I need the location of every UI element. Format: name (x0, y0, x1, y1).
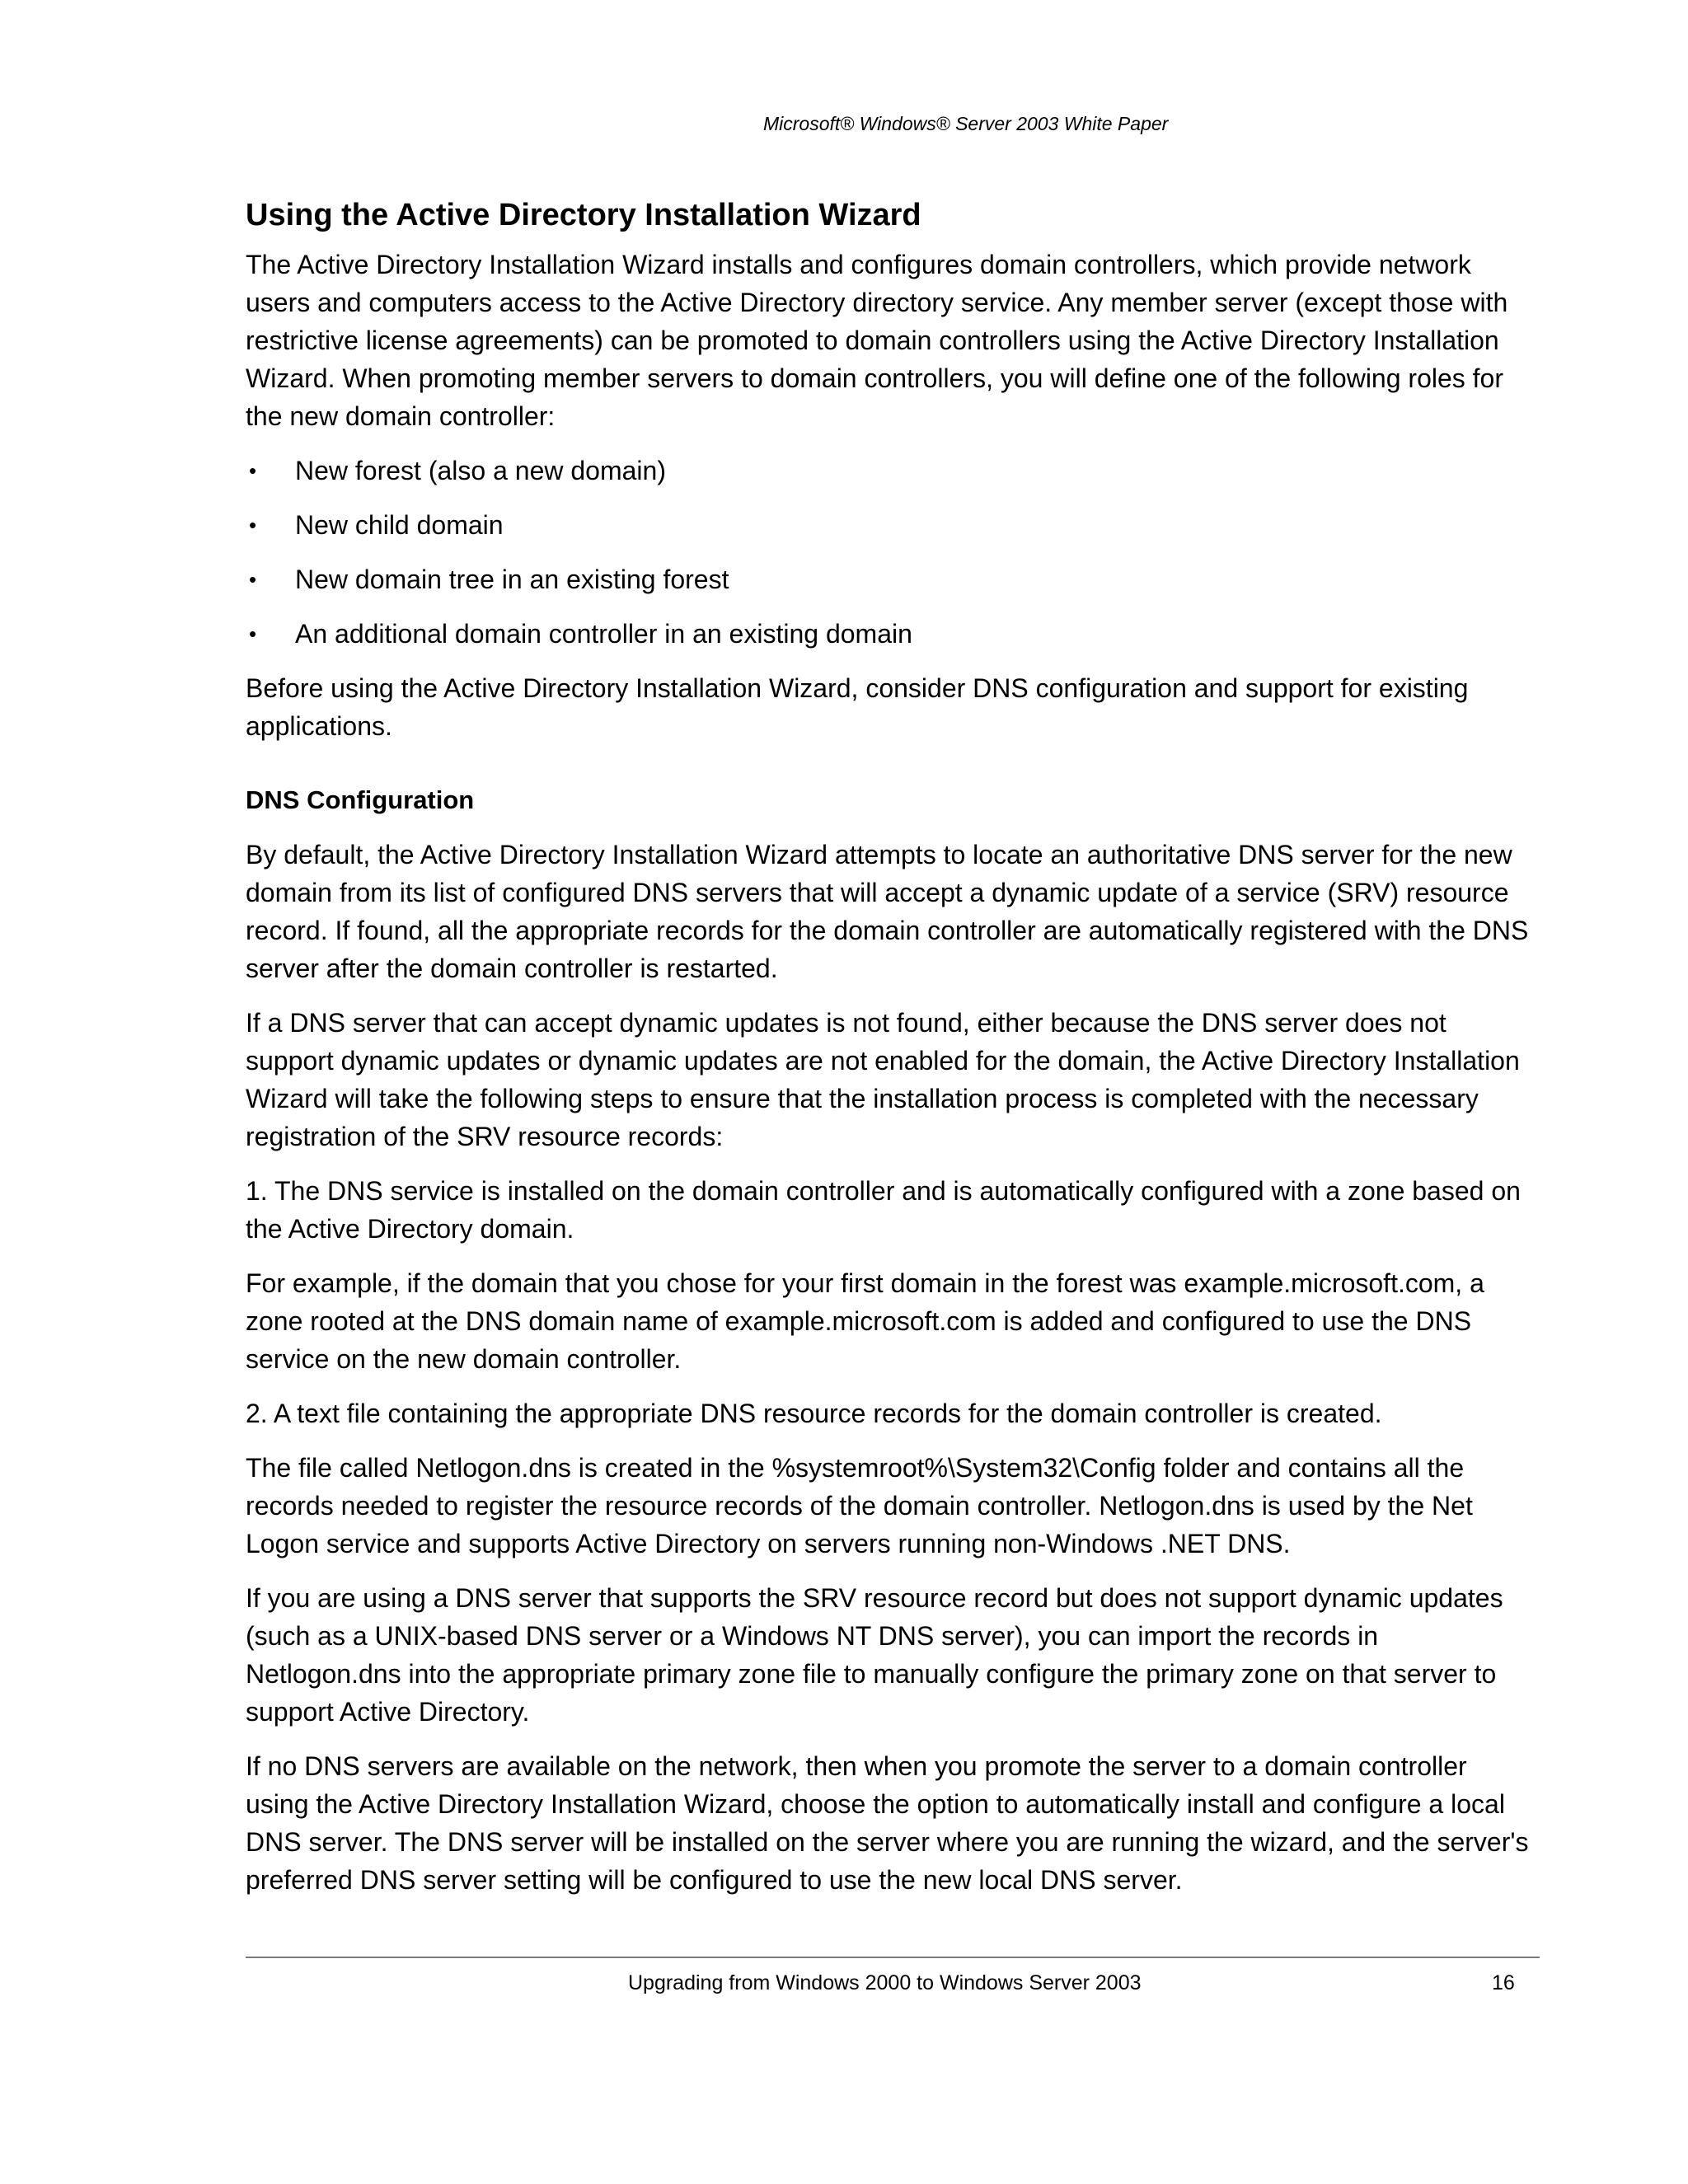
list-item (246, 615, 1531, 653)
list-item (246, 506, 1531, 544)
list-item-text: New forest (also a new domain) (295, 456, 666, 485)
page-number: 16 (1492, 1971, 1515, 1994)
dns-paragraph: For example, if the domain that you chose for your first domain in the forest was example.microsoft.com, a zone rooted at the DNS domain name of example.microsoft.com is added and configured to use the DNS service on the new domain controller. (246, 1268, 1484, 1374)
footer-document-title: Upgrading from Windows 2000 to Windows Server 2003 (628, 1971, 1142, 1994)
list-item-text: An additional domain controller in an existing domain (295, 619, 912, 649)
after-list-paragraph: Before using the Active Directory Installation Wizard, consider DNS configuration and support for existing applications. (246, 673, 1469, 741)
list-item-text: New domain tree in an existing forest (295, 565, 729, 594)
dns-paragraph: If you are using a DNS server that supports the SRV resource record but does not support dynamic updates (such as a UNIX-based DNS server or a Windows NT DNS server), you can import the records in Netlogon.dns into the appropriate primary zone file to manually configure the primary zone on that server to support Active Directory. (246, 1583, 1503, 1727)
roles-list (246, 452, 1531, 653)
dns-configuration-heading: DNS Configuration (246, 785, 475, 814)
dns-step-paragraph: 2. A text file containing the appropriate DNS resource records for the domain controller is created. (246, 1399, 1382, 1428)
list-item (246, 452, 1531, 490)
bullet-icon: • (249, 567, 257, 592)
running-header: Microsoft® Windows® Server 2003 White Paper (763, 113, 1169, 134)
bullet-icon: • (249, 621, 257, 646)
dns-paragraph: If no DNS servers are available on the network, then when you promote the server to a domain controller using the Active Directory Installation Wizard, choose the option to automatically install and configure a local DNS server. The DNS server will be installed on the server where you are running the wizard, and the server's preferred DNS server setting will be configured to use the new local DNS server. (246, 1751, 1529, 1895)
intro-paragraph: The Active Directory Installation Wizard installs and configures domain controllers, which provide network users and computers access to the Active Directory directory service. Any member server (except those with restrictive license agreements) can be promoted to domain controllers using the Active Directory Installation Wizard. When promoting member servers to domain controllers, you will define one of the following roles for the new domain controller: (246, 250, 1508, 431)
bullet-icon: • (249, 458, 257, 483)
dns-paragraph: The file called Netlogon.dns is created in the %systemroot%\System32\Config folder and contains all the records needed to register the resource records of the domain controller. Netlogon.dns is used by the Net Logon service and supports Active Directory on servers running non-Windows .NET DNS. (246, 1453, 1473, 1558)
page-content (246, 194, 1531, 1915)
section-title: Using the Active Directory Installation Wizard (246, 198, 921, 232)
list-item (246, 560, 1531, 598)
bullet-icon: • (249, 513, 257, 537)
footer-divider (246, 1957, 1540, 1958)
dns-paragraph: By default, the Active Directory Installation Wizard attempts to locate an authoritative DNS server for the new domain from its list of configured DNS servers that will accept a dynamic update of a service (SRV) resource record. If found, all the appropriate records for the domain controller are automatically registered with the DNS server after the domain controller is restarted. (246, 840, 1529, 983)
dns-step-paragraph: 1. The DNS service is installed on the domain controller and is automatically configured with a zone based on the Active Directory domain. (246, 1176, 1521, 1244)
dns-paragraph: If a DNS server that can accept dynamic updates is not found, either because the DNS server does not support dynamic updates or dynamic updates are not enabled for the domain, the Active Directory Installation Wizard will take the following steps to ensure that the installation process is completed with the necessary registration of the SRV resource records: (246, 1008, 1520, 1151)
list-item-text: New child domain (295, 510, 504, 540)
